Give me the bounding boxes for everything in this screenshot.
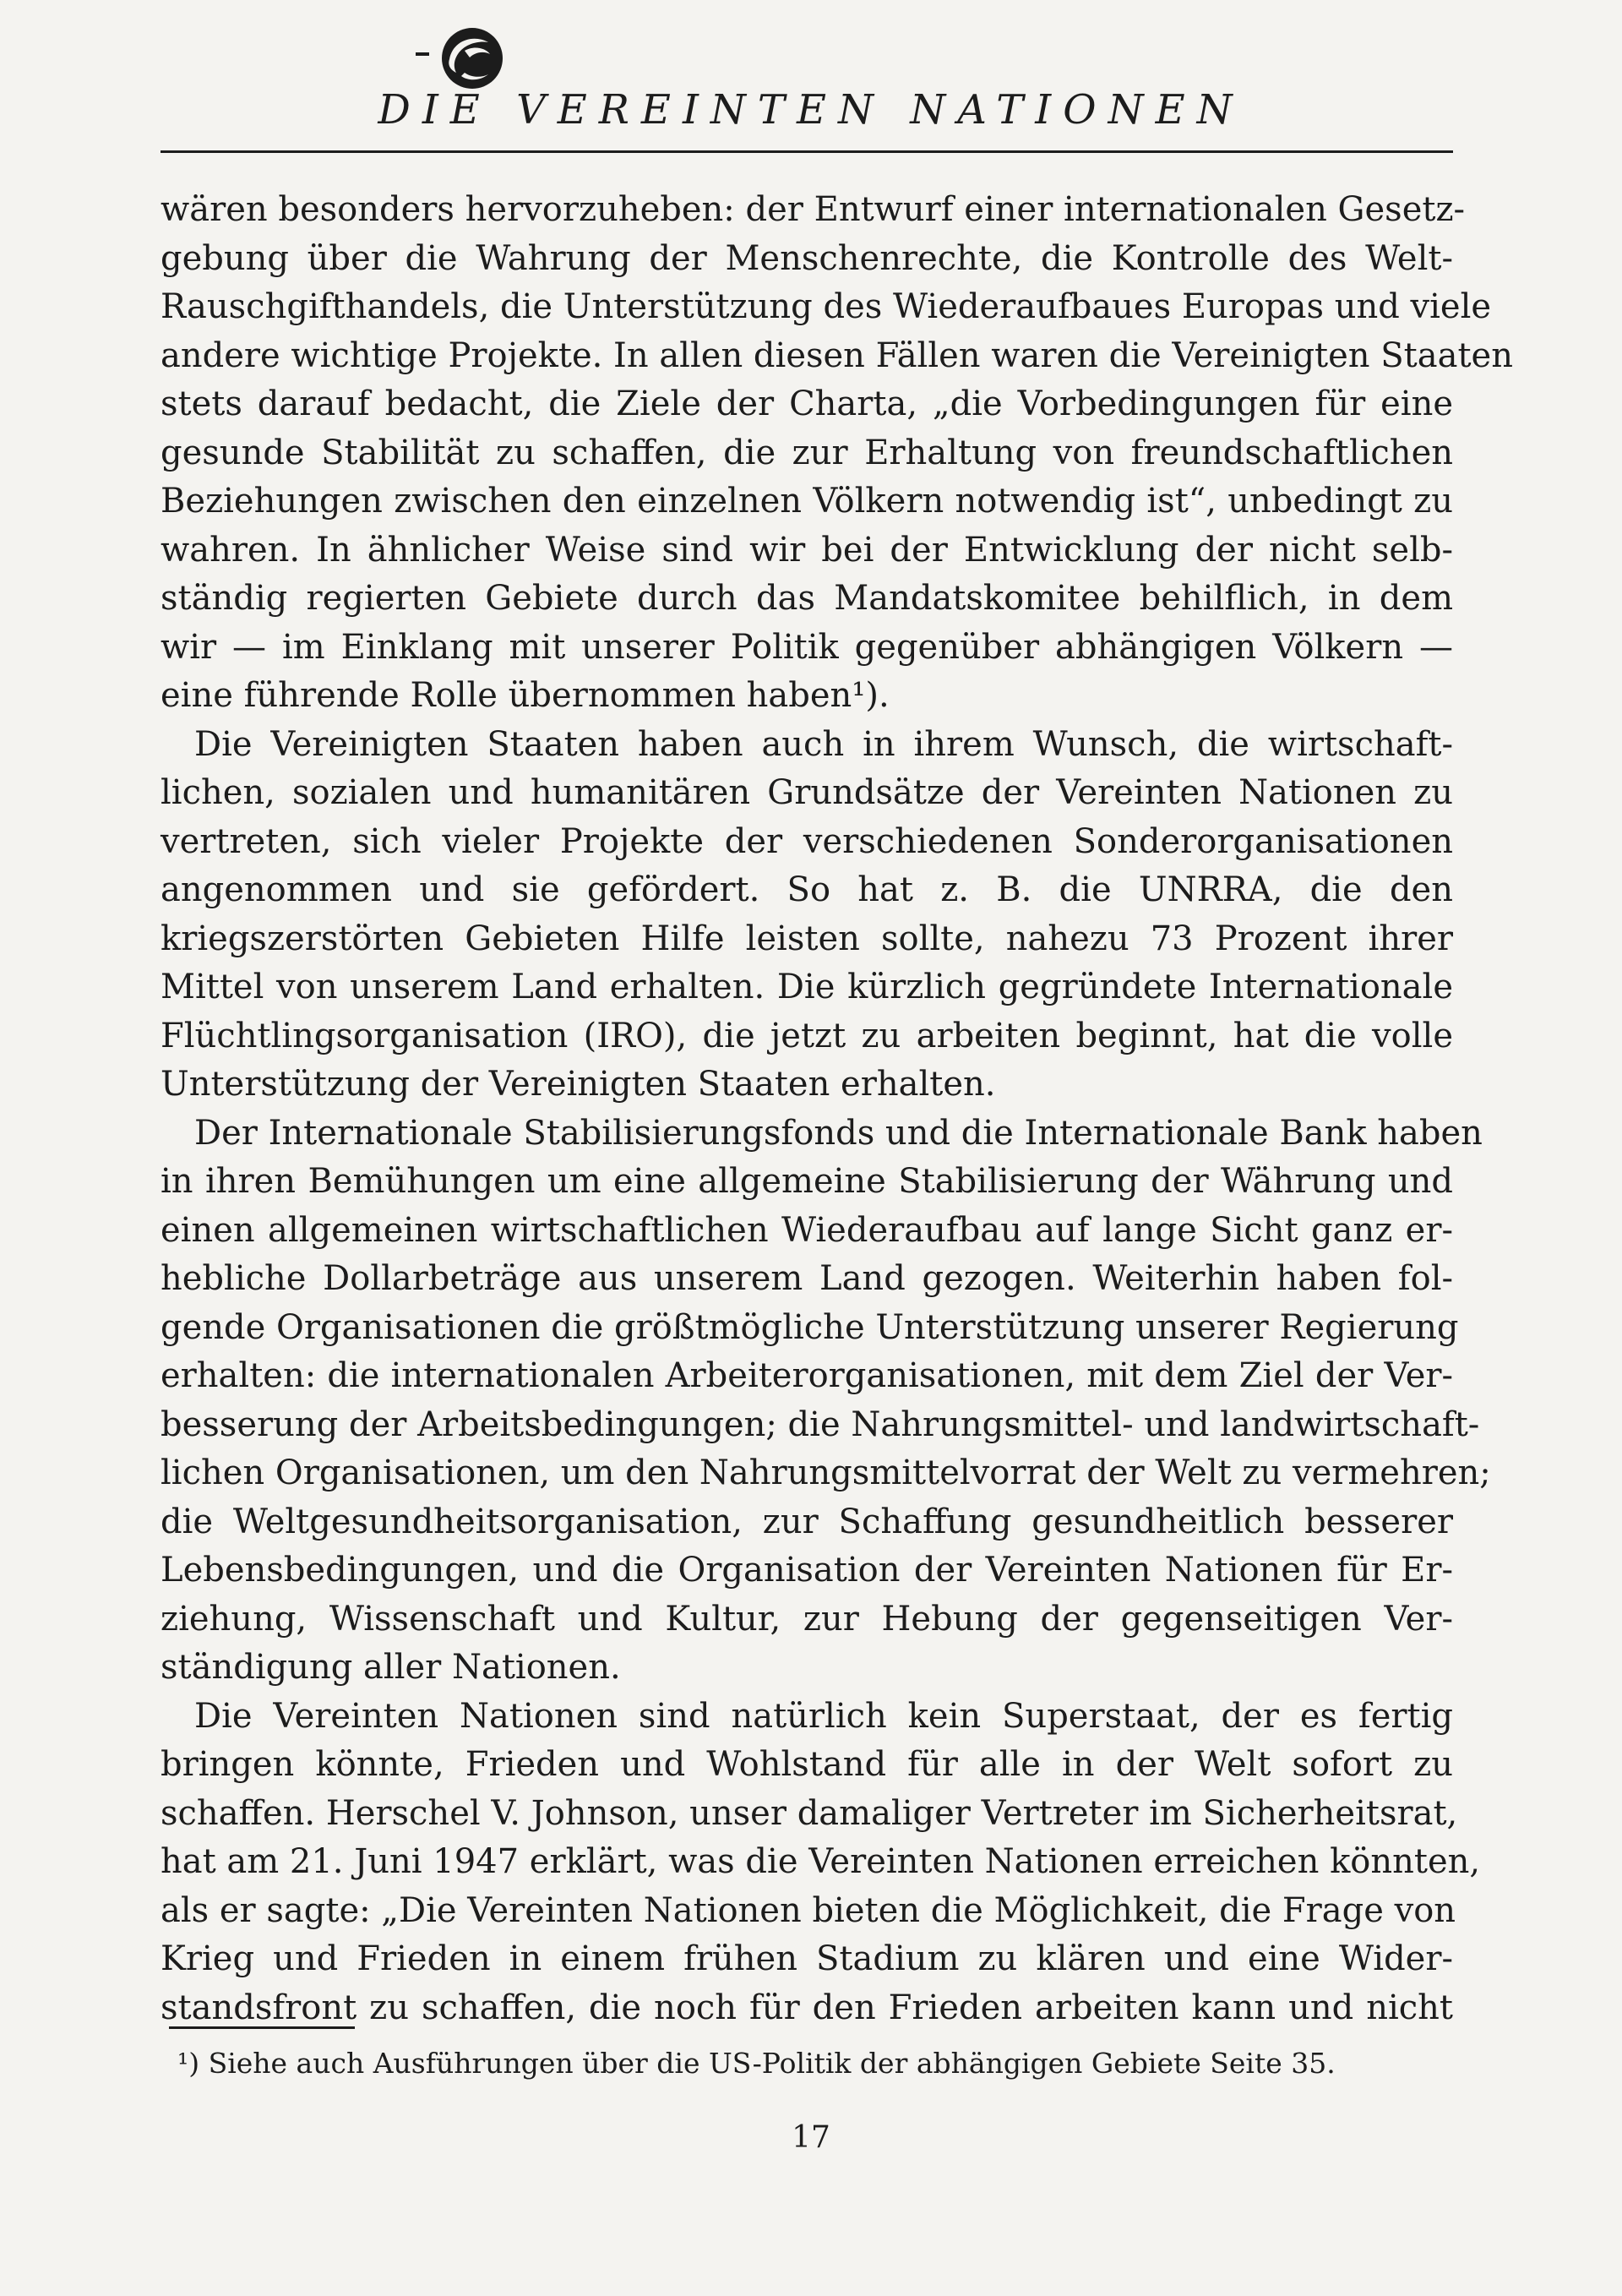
paragraph-1	[161, 186, 1513, 721]
paragraph-2	[161, 721, 1453, 1110]
text-line: erhalten: die internationalen Arbeiterorganisationen, mit dem Ziel der Ver-	[161, 1356, 1453, 1395]
text-line: Der Internationale Stabilisierungsfonds und die Internationale Bank haben	[194, 1113, 1483, 1153]
text-line: stets darauf bedacht, die Ziele der Charta, „die Vorbedingungen für eine	[161, 384, 1453, 423]
text-line: andere wichtige Projekte. In allen diesen Fällen waren die Vereinigten Staaten	[161, 335, 1513, 375]
footnote-rule	[169, 2026, 355, 2029]
header-dash	[416, 52, 429, 56]
text-line: Krieg und Frieden in einem frühen Stadium zu klären und eine Wider-	[161, 1939, 1453, 1978]
text-line: einen allgemeinen wirtschaftlichen Wiederaufbau auf lange Sicht ganz er-	[161, 1210, 1453, 1250]
text-line: kriegszerstörten Gebieten Hilfe leisten sollte, nahezu 73 Prozent ihrer	[161, 919, 1453, 958]
text-line: eine führende Rolle übernommen haben¹).	[161, 676, 890, 715]
text-line: schaffen. Herschel V. Johnson, unser damaliger Vertreter im Sicherheitsrat,	[161, 1793, 1458, 1833]
text-line: Beziehungen zwischen den einzelnen Völkern notwendig ist“, unbedingt zu	[161, 482, 1453, 521]
text-line: besserung der Arbeitsbedingungen; die Nahrungsmittel- und landwirtschaft-	[161, 1404, 1480, 1444]
text-line: Die Vereinten Nationen sind natürlich kein Superstaat, der es fertig	[194, 1696, 1453, 1736]
text-line: lichen Organisationen, um den Nahrungsmittelvorrat der Welt zu vermehren;	[161, 1453, 1491, 1492]
text-line: vertreten, sich vieler Projekte der verschiedenen Sonderorganisationen	[161, 821, 1453, 861]
text-line: als er sagte: „Die Vereinten Nationen bieten die Möglichkeit, die Frage von	[161, 1890, 1456, 1930]
un-emblem-icon	[439, 25, 505, 91]
text-line: bringen könnte, Frieden und Wohlstand für alle in der Welt sofort zu	[161, 1745, 1453, 1784]
text-line: wir — im Einklang mit unserer Politik gegenüber abhängigen Völkern —	[161, 627, 1453, 667]
text-line: Mittel von unserem Land erhalten. Die kürzlich gegründete Internationale	[161, 968, 1453, 1006]
header-rule	[161, 150, 1453, 153]
paragraph-4	[161, 1693, 1481, 2033]
text-line: ständig regierten Gebiete durch das Mandatskomitee behilflich, in dem	[161, 579, 1453, 618]
text-line: Unterstützung der Vereinigten Staaten erhalten.	[161, 1065, 996, 1104]
text-line: Rauschgifthandels, die Unterstützung des Wiederaufbaues Europas und viele	[161, 287, 1492, 326]
text-line: lichen, sozialen und humanitären Grundsätze der Vereinten Nationen zu	[161, 773, 1453, 812]
text-line: Flüchtlingsorganisation (IRO), die jetzt zu arbeiten beginnt, hat die volle	[161, 1016, 1453, 1055]
text-line: ständigung aller Nationen.	[161, 1648, 621, 1687]
text-line: Lebensbedingungen, und die Organisation der Vereinten Nationen für Er-	[161, 1551, 1453, 1590]
text-line: gebung über die Wahrung der Menschenrechte, die Kontrolle des Welt-	[161, 238, 1453, 278]
text-line: gende Organisationen die größtmögliche Unterstützung unserer Regierung	[161, 1307, 1459, 1347]
footnote: ¹) Siehe auch Ausführungen über die US-Politik der abhängigen Gebiete Seite 35.	[177, 2047, 1336, 2080]
text-line: Die Vereinigten Staaten haben auch in ihrem Wunsch, die wirtschaft-	[194, 724, 1453, 764]
text-line: die Weltgesundheitsorganisation, zur Schaffung gesundheitlich besserer	[161, 1502, 1453, 1541]
text-line: wahren. In ähnlicher Weise sind wir bei der Entwicklung der nicht selb-	[161, 530, 1453, 570]
text-line: in ihren Bemühungen um eine allgemeine Stabilisierung der Währung und	[161, 1162, 1453, 1201]
body-text	[161, 186, 1513, 2032]
text-line: angenommen und sie gefördert. So hat z. B. die UNRRA, die den	[161, 870, 1453, 909]
text-line: wären besonders hervorzuheben: der Entwurf einer internationalen Gesetz-	[161, 190, 1466, 229]
text-line: hat am 21. Juni 1947 erklärt, was die Vereinten Nationen erreichen könnten,	[161, 1842, 1481, 1881]
running-head: DIE VEREINTEN NATIONEN	[378, 86, 1244, 134]
page-number: 17	[792, 2120, 830, 2155]
text-line: hebliche Dollarbeträge aus unserem Land gezogen. Weiterhin haben fol-	[161, 1259, 1453, 1298]
paragraph-3	[161, 1110, 1491, 1693]
text-line: ziehung, Wissenschaft und Kultur, zur Hebung der gegenseitigen Ver-	[161, 1599, 1453, 1639]
text-line: gesunde Stabilität zu schaffen, die zur Erhaltung von freundschaftlichen	[161, 433, 1453, 472]
text-line: standsfront zu schaffen, die noch für den Frieden arbeiten kann und nicht	[161, 1988, 1453, 2027]
